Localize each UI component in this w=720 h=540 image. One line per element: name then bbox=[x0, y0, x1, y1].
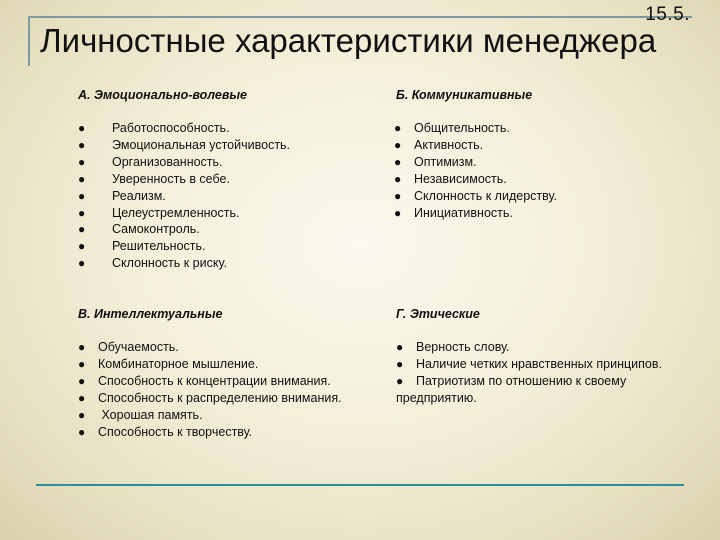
bullet-icon: ● bbox=[78, 390, 86, 405]
list-item: ● Хорошая память. bbox=[78, 407, 203, 422]
list-item: ● Верность слову. bbox=[396, 340, 510, 354]
list-item: ● Способность к распределению внимания. bbox=[78, 390, 342, 405]
section-c-heading: В. Интеллектуальные bbox=[78, 307, 223, 321]
list-item: ● Реализм. bbox=[78, 188, 166, 203]
list-item: ● Оптимизм. bbox=[394, 154, 477, 169]
bullet-icon: ● bbox=[78, 340, 86, 354]
list-item: ● Склонность к риску. bbox=[78, 256, 227, 271]
bullet-icon: ● bbox=[394, 171, 402, 186]
list-item: ● Комбинаторное мышление. bbox=[78, 356, 259, 371]
list-item: ● Наличие четких нравственных принципов. bbox=[396, 356, 662, 371]
list-item: ● Самоконтроль. bbox=[78, 222, 200, 237]
list-item: ● Целеустремленность. bbox=[78, 205, 240, 220]
list-item: ● Независимость. bbox=[394, 171, 507, 186]
list-item: ● Склонность к лидерству. bbox=[394, 188, 557, 203]
list-item: ● Уверенность в себе. bbox=[78, 171, 230, 186]
list-item-continuation: предприятию. bbox=[396, 390, 477, 405]
bullet-icon: ● bbox=[78, 222, 86, 237]
title-frame-top-rule bbox=[28, 16, 692, 18]
section-a-list bbox=[78, 120, 291, 272]
list-item: ● Работоспособность. bbox=[78, 121, 230, 135]
list-item: ● Способность к концентрации внимания. bbox=[78, 373, 331, 388]
list-item: ● Эмоциональная устойчивость. bbox=[78, 137, 291, 152]
section-c-list bbox=[78, 339, 342, 440]
bullet-icon: ● bbox=[78, 373, 86, 388]
bullet-icon: ● bbox=[396, 373, 404, 388]
list-item: ● Общительность. bbox=[394, 121, 510, 135]
bullet-icon: ● bbox=[78, 239, 86, 254]
slide-number: 15.5. bbox=[645, 4, 690, 25]
list-item: ● Решительность. bbox=[78, 239, 206, 254]
bullet-icon: ● bbox=[394, 205, 402, 220]
list-item: ● Обучаемость. bbox=[78, 340, 179, 354]
bottom-divider bbox=[36, 484, 684, 486]
bullet-icon: ● bbox=[78, 121, 86, 135]
section-b-heading: Б. Коммуникативные bbox=[396, 88, 533, 102]
section-b-list bbox=[394, 120, 557, 221]
bullet-icon: ● bbox=[396, 340, 404, 354]
bullet-icon: ● bbox=[78, 205, 86, 220]
list-item: ● Способность к творчеству. bbox=[78, 424, 253, 439]
list-item: ● Активность. bbox=[394, 137, 484, 152]
bullet-icon: ● bbox=[394, 188, 402, 203]
section-a-heading: А. Эмоционально-волевые bbox=[78, 88, 248, 102]
list-item: ● Патриотизм по отношению к своему bbox=[396, 373, 627, 388]
bullet-icon: ● bbox=[394, 154, 402, 169]
title-frame-left-rule bbox=[28, 16, 30, 66]
bullet-icon: ● bbox=[78, 356, 86, 371]
bullet-icon: ● bbox=[394, 121, 402, 135]
bullet-icon: ● bbox=[78, 424, 86, 439]
bullet-icon: ● bbox=[78, 407, 86, 422]
bullet-icon: ● bbox=[78, 256, 86, 271]
bullet-icon: ● bbox=[396, 356, 404, 371]
bullet-icon: ● bbox=[78, 137, 86, 152]
section-d-heading: Г. Этические bbox=[396, 307, 480, 321]
bullet-icon: ● bbox=[78, 188, 86, 203]
bullet-icon: ● bbox=[78, 171, 86, 186]
list-item: ● Инициативность. bbox=[394, 205, 513, 220]
slide-title: Личностные характеристики менеджера bbox=[40, 22, 657, 59]
bullet-icon: ● bbox=[394, 137, 402, 152]
section-d-list bbox=[396, 339, 662, 407]
list-item: ● Организованность. bbox=[78, 154, 223, 169]
bullet-icon: ● bbox=[78, 154, 86, 169]
